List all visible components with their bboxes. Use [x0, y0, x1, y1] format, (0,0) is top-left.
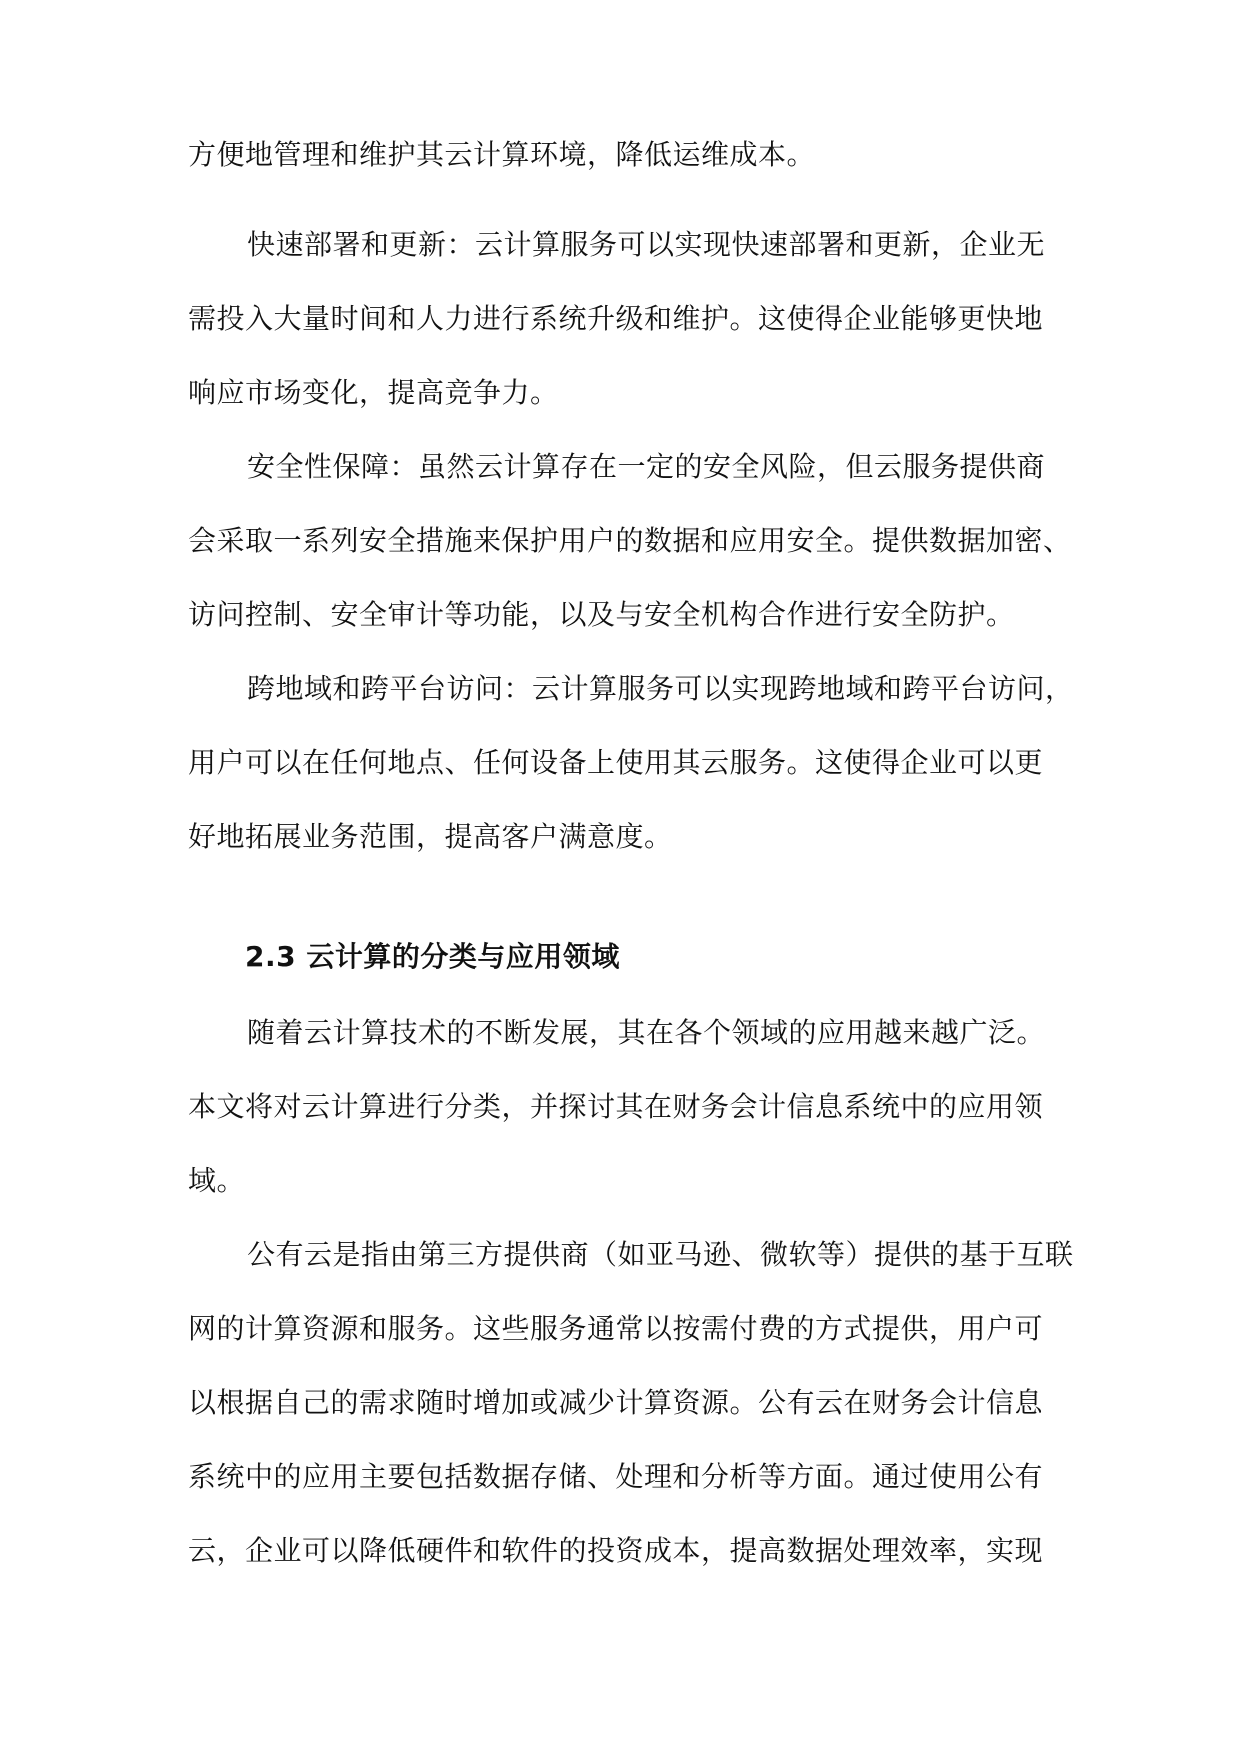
- paragraph-line: 以根据自己的需求随时增加或减少计算资源。公有云在财务会计信息: [188, 1386, 1044, 1419]
- paragraph-line: 访问控制、安全审计等功能，以及与安全机构合作进行安全防护。: [188, 598, 1015, 631]
- paragraph-line: 用户可以在任何地点、任何设备上使用其云服务。这使得企业可以更: [188, 746, 1044, 779]
- paragraph-line: 响应市场变化，提高竞争力。: [188, 376, 559, 409]
- paragraph-line: 系统中的应用主要包括数据存储、处理和分析等方面。通过使用公有: [188, 1460, 1044, 1493]
- paragraph-line: 好地拓展业务范围，提高客户满意度。: [188, 820, 673, 853]
- paragraph-line: 需投入大量时间和人力进行系统升级和维护。这使得企业能够更快地: [188, 302, 1044, 335]
- paragraph-line: 快速部署和更新：云计算服务可以实现快速部署和更新，企业无: [247, 228, 1046, 261]
- paragraph-line: 随着云计算技术的不断发展，其在各个领域的应用越来越广泛。: [247, 1016, 1046, 1049]
- paragraph-line: 网的计算资源和服务。这些服务通常以按需付费的方式提供，用户可: [188, 1312, 1044, 1345]
- paragraph-line: 本文将对云计算进行分类，并探讨其在财务会计信息系统中的应用领: [188, 1090, 1044, 1123]
- paragraph-line: 域。: [188, 1164, 246, 1197]
- paragraph-line: 跨地域和跨平台访问：云计算服务可以实现跨地域和跨平台访问，: [247, 672, 1074, 705]
- paragraph-line: 安全性保障：虽然云计算存在一定的安全风险，但云服务提供商: [247, 450, 1046, 483]
- paragraph-line: 公有云是指由第三方提供商（如亚马逊、微软等）提供的基于互联: [247, 1238, 1074, 1271]
- paragraph-line: 方便地管理和维护其云计算环境，降低运维成本。: [188, 138, 816, 171]
- paragraph-line: 会采取一系列安全措施来保护用户的数据和应用安全。提供数据加密、: [188, 524, 1072, 557]
- section-heading: 2.3 云计算的分类与应用领域: [245, 940, 620, 973]
- paragraph-line: 云，企业可以降低硬件和软件的投资成本，提高数据处理效率，实现: [188, 1534, 1044, 1567]
